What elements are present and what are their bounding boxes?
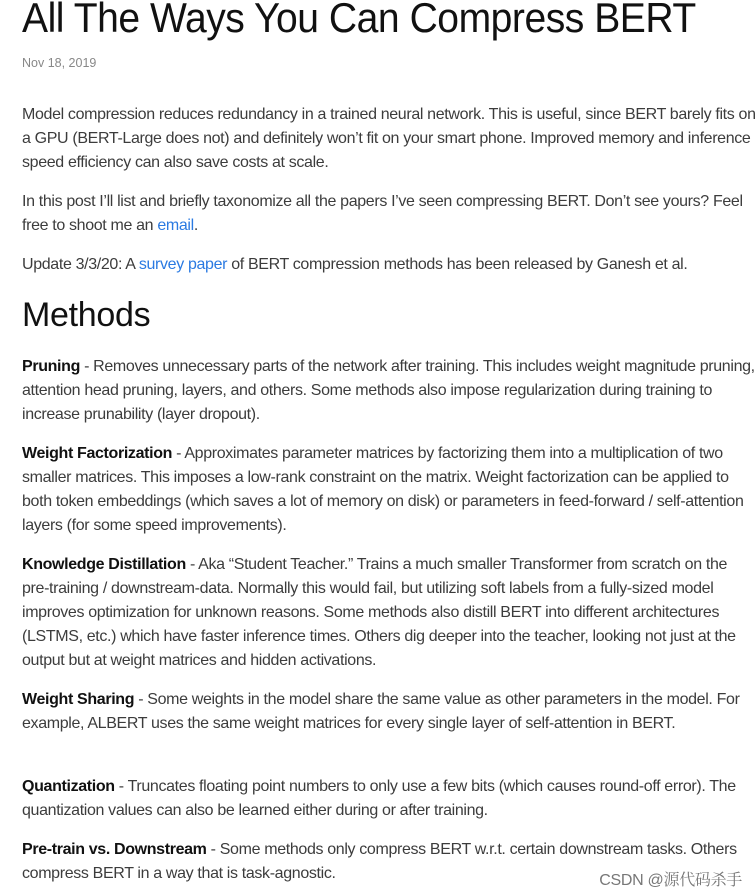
- csdn-watermark: CSDN @源代码杀手: [599, 872, 742, 889]
- methods-heading: Methods: [22, 296, 151, 334]
- method-pretrain-vs-downstream: Pre-train vs. Downstream - Some methods only compress BERT w.r.t. certain downstream tasks. Others compress BERT in a way that is task-agnostic.: [22, 841, 737, 882]
- method-name: Pre-train vs. Downstream: [22, 841, 207, 858]
- method-name: Knowledge Distillation: [22, 556, 186, 573]
- method-name: Weight Factorization: [22, 445, 173, 462]
- method-pruning: Pruning - Removes unnecessary parts of the network after training. This includes weight magnitude pruning, attention head pruning, layers, and others. Some methods also impose regularization during training to increase prunability (layer dropout).: [22, 358, 755, 423]
- method-knowledge-distillation: Knowledge Distillation - Aka “Student Teacher.” Trains a much smaller Transformer from scratch on the pre-training / downstream-data. Normally this would fail, but utilizing soft labels from a fully-sized model improves optimization for unknown reasons. Some methods also distill BERT into different architectures (LSTMS, etc.) which have faster inference times. Others dig deeper into the teacher, looking not just at the output but at weight matrices and hidden activations.: [22, 556, 736, 669]
- post-date: Nov 18, 2019: [22, 56, 97, 70]
- survey-paper-link[interactable]: survey paper: [138, 256, 228, 273]
- method-name: Quantization: [22, 778, 115, 795]
- method-weight-sharing: Weight Sharing - Some weights in the model share the same value as other parameters in the model. For example, ALBERT uses the same weight matrices for every single layer of self-attention in BERT.: [22, 691, 740, 732]
- intro-paragraph-2: In this post I’ll list and briefly taxonomize all the papers I’ve seen compressing BERT. Don’t see yours? Feel free to shoot me an email.: [22, 193, 743, 234]
- method-name: Pruning: [22, 358, 80, 375]
- method-weight-factorization: Weight Factorization - Approximates parameter matrices by factorizing them into a multiplication of two smaller matrices. This imposes a low-rank constraint on the matrix. Weight factorization can be applied to both token embeddings (which saves a lot of memory on disk) or parameters in feed-forward / self-attention layers (for some speed improvements).: [22, 445, 744, 534]
- method-name: Weight Sharing: [22, 691, 135, 708]
- email-link[interactable]: email: [157, 217, 194, 234]
- intro-paragraph-1: Model compression reduces redundancy in a trained neural network. This is useful, since BERT barely fits on a GPU (BERT-Large does not) and definitely won’t fit on your smart phone. Improved memory and inference speed efficiency can also save costs at scale.: [22, 106, 756, 171]
- update-paragraph: Update 3/3/20: A survey paper of BERT compression methods has been released by Ganesh et al.: [22, 256, 688, 273]
- method-quantization: Quantization - Truncates floating point numbers to only use a few bits (which causes round-off error). The quantization values can also be learned either during or after training.: [22, 778, 736, 819]
- page-title: All The Ways You Can Compress BERT: [22, 0, 696, 41]
